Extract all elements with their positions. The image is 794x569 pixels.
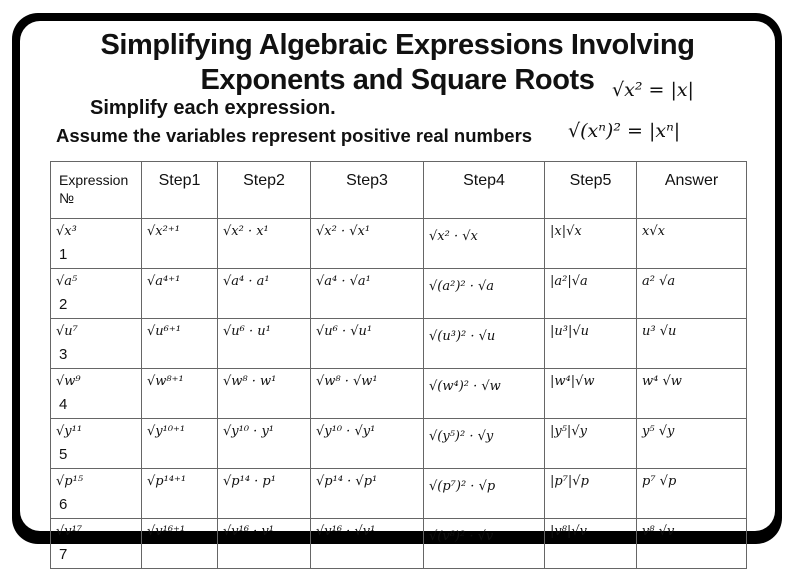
cell-answer bbox=[637, 219, 747, 269]
answer-math: v⁸ √v bbox=[642, 524, 675, 539]
cell-step2 bbox=[218, 369, 311, 419]
cell-step3 bbox=[311, 469, 424, 519]
step4-math: √x² · √x bbox=[429, 229, 478, 244]
cell-step2 bbox=[218, 519, 311, 569]
row-number: 1 bbox=[59, 246, 68, 263]
step2-math: √p¹⁴ · p¹ bbox=[223, 474, 276, 489]
answer-math: w⁴ √w bbox=[642, 374, 682, 389]
worksheet-card bbox=[20, 21, 775, 563]
step2-math: √x² · x¹ bbox=[223, 224, 269, 239]
cell-step5 bbox=[545, 319, 637, 369]
cell-step3 bbox=[311, 219, 424, 269]
header-step1: Step1 bbox=[142, 162, 218, 219]
step4-math: √(a²)² · √a bbox=[429, 279, 495, 294]
cell-step3 bbox=[311, 419, 424, 469]
answer-math: p⁷ √p bbox=[642, 474, 677, 489]
cell-step5 bbox=[545, 419, 637, 469]
header-step5: Step5 bbox=[545, 162, 637, 219]
step2-math: √v¹⁶ · v¹ bbox=[223, 524, 275, 539]
step4-math: √(y⁵)² · √y bbox=[429, 429, 494, 444]
row-number: 3 bbox=[59, 346, 68, 363]
step5-math: |w⁴|√w bbox=[550, 374, 595, 389]
cell-step1 bbox=[142, 219, 218, 269]
table-row bbox=[51, 219, 747, 269]
expression-math: √a⁵ bbox=[56, 274, 78, 289]
rule-square-root-abs: √x² = |x| bbox=[612, 79, 694, 101]
rule-power-square-root-abs: √(xⁿ)² = |xⁿ| bbox=[568, 120, 681, 142]
cell-step5 bbox=[545, 369, 637, 419]
cell-step3 bbox=[311, 319, 424, 369]
expression-math: √w⁹ bbox=[56, 374, 81, 389]
table-header-row bbox=[51, 162, 747, 219]
title-line-2: Exponents and Square Roots bbox=[200, 64, 595, 96]
step3-math: √y¹⁰ · √y¹ bbox=[316, 424, 376, 439]
answer-math: y⁵ √y bbox=[642, 424, 675, 439]
cell-step5 bbox=[545, 269, 637, 319]
table-row bbox=[51, 269, 747, 319]
cell-expression bbox=[51, 219, 142, 269]
step5-math: |u³|√u bbox=[550, 324, 589, 339]
expression-math: √u⁷ bbox=[56, 324, 78, 339]
cell-step4 bbox=[424, 319, 545, 369]
step5-math: |v⁸|√v bbox=[550, 524, 587, 539]
header-step2: Step2 bbox=[218, 162, 311, 219]
step2-math: √y¹⁰ · y¹ bbox=[223, 424, 275, 439]
table-row bbox=[51, 319, 747, 369]
cell-answer bbox=[637, 519, 747, 569]
instruction-assume-positive: Assume the variables represent positive real numbers bbox=[56, 125, 533, 146]
table-row bbox=[51, 519, 747, 569]
cell-answer bbox=[637, 319, 747, 369]
cell-step5 bbox=[545, 469, 637, 519]
step1-math: √v¹⁶⁺¹ bbox=[147, 524, 186, 539]
step5-math: |y⁵|√y bbox=[550, 424, 587, 439]
cell-step3 bbox=[311, 519, 424, 569]
cell-step1 bbox=[142, 519, 218, 569]
cell-step1 bbox=[142, 269, 218, 319]
step3-math: √a⁴ · √a¹ bbox=[316, 274, 371, 289]
cell-step4 bbox=[424, 419, 545, 469]
step3-math: √x² · √x¹ bbox=[316, 224, 371, 239]
expression-math: √y¹¹ bbox=[56, 424, 83, 439]
cell-step1 bbox=[142, 419, 218, 469]
cell-answer bbox=[637, 269, 747, 319]
cell-expression bbox=[51, 469, 142, 519]
step2-math: √w⁸ · w¹ bbox=[223, 374, 277, 389]
cell-expression bbox=[51, 519, 142, 569]
step4-math: √(u³)² · √u bbox=[429, 329, 496, 344]
cell-step5 bbox=[545, 519, 637, 569]
cell-step1 bbox=[142, 319, 218, 369]
step3-math: √u⁶ · √u¹ bbox=[316, 324, 373, 339]
cell-step4 bbox=[424, 269, 545, 319]
cell-step1 bbox=[142, 369, 218, 419]
steps-table bbox=[50, 161, 747, 569]
step1-math: √x²⁺¹ bbox=[147, 224, 180, 239]
cell-expression bbox=[51, 369, 142, 419]
step4-math: √(v⁸)² · √v bbox=[429, 529, 494, 544]
cell-step3 bbox=[311, 369, 424, 419]
cell-answer bbox=[637, 469, 747, 519]
cell-expression bbox=[51, 419, 142, 469]
step2-math: √u⁶ · u¹ bbox=[223, 324, 271, 339]
step3-math: √w⁸ · √w¹ bbox=[316, 374, 378, 389]
cell-step4 bbox=[424, 519, 545, 569]
header-expression: Expression № bbox=[51, 162, 142, 219]
step1-math: √w⁸⁺¹ bbox=[147, 374, 184, 389]
step1-math: √a⁴⁺¹ bbox=[147, 274, 181, 289]
step4-math: √(p⁷)² · √p bbox=[429, 479, 496, 494]
table-row bbox=[51, 369, 747, 419]
step1-math: √y¹⁰⁺¹ bbox=[147, 424, 186, 439]
cell-step2 bbox=[218, 419, 311, 469]
cell-step4 bbox=[424, 369, 545, 419]
cell-step4 bbox=[424, 469, 545, 519]
step3-math: √v¹⁶ · √v¹ bbox=[316, 524, 376, 539]
step3-math: √p¹⁴ · √p¹ bbox=[316, 474, 378, 489]
header-step3: Step3 bbox=[311, 162, 424, 219]
row-number: 2 bbox=[59, 296, 68, 313]
table-row bbox=[51, 419, 747, 469]
cell-expression bbox=[51, 319, 142, 369]
cell-step4 bbox=[424, 219, 545, 269]
expression-math: √x³ bbox=[56, 224, 77, 239]
expression-math: √v¹⁷ bbox=[56, 524, 83, 539]
cell-step2 bbox=[218, 319, 311, 369]
table-row bbox=[51, 469, 747, 519]
step1-math: √p¹⁴⁺¹ bbox=[147, 474, 187, 489]
row-number: 4 bbox=[59, 396, 68, 413]
cell-answer bbox=[637, 369, 747, 419]
cell-step2 bbox=[218, 469, 311, 519]
cell-expression bbox=[51, 269, 142, 319]
answer-math: a² √a bbox=[642, 274, 676, 289]
step2-math: √a⁴ · a¹ bbox=[223, 274, 270, 289]
row-number: 5 bbox=[59, 446, 68, 463]
answer-math: u³ √u bbox=[642, 324, 677, 339]
header-answer: Answer bbox=[637, 162, 747, 219]
step4-math: √(w⁴)² · √w bbox=[429, 379, 501, 394]
cell-step2 bbox=[218, 219, 311, 269]
step5-math: |p⁷|√p bbox=[550, 474, 589, 489]
step5-math: |x|√x bbox=[550, 224, 582, 239]
cell-step1 bbox=[142, 469, 218, 519]
cell-answer bbox=[637, 419, 747, 469]
step1-math: √u⁶⁺¹ bbox=[147, 324, 181, 339]
expression-math: √p¹⁵ bbox=[56, 474, 84, 489]
cell-step5 bbox=[545, 219, 637, 269]
cell-step2 bbox=[218, 269, 311, 319]
row-number: 7 bbox=[59, 546, 68, 563]
step5-math: |a²|√a bbox=[550, 274, 588, 289]
row-number: 6 bbox=[59, 496, 68, 513]
cell-step3 bbox=[311, 269, 424, 319]
answer-math: x√x bbox=[642, 224, 665, 239]
instruction-simplify: Simplify each expression. bbox=[90, 97, 336, 119]
title-line-1: Simplifying Algebraic Expressions Involving bbox=[100, 29, 695, 61]
header-step4: Step4 bbox=[424, 162, 545, 219]
